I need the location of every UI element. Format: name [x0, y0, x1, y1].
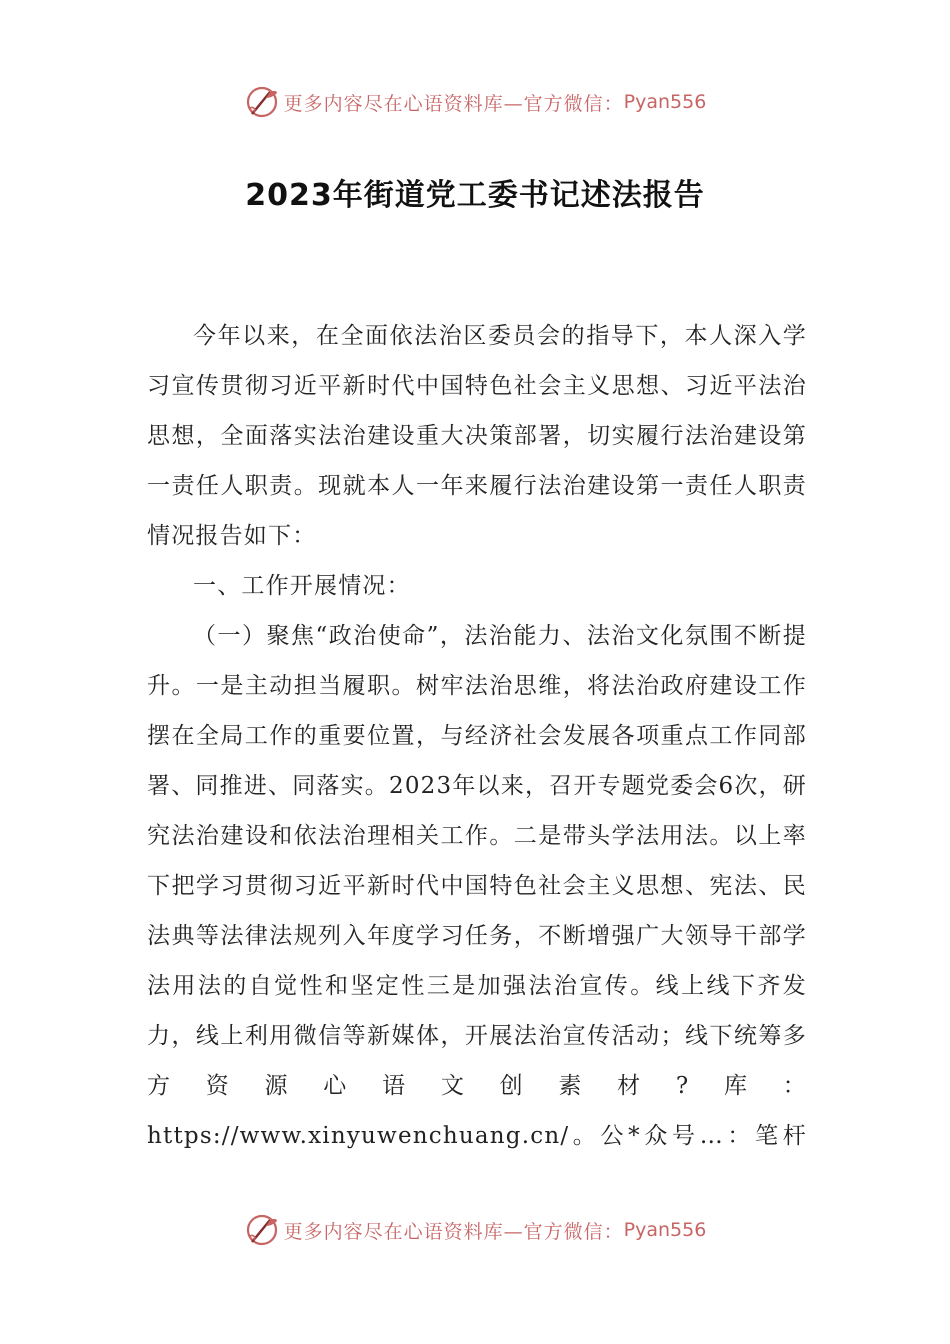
banner-text: 更多内容尽在心语资料库—官方微信：	[283, 92, 624, 115]
paragraph: （一）聚焦“政治使命”，法治能力、法治文化氛围不断提升。一是主动担当履职。树牢法治思维，将法治政府建设工作摆在全局工作的重要位置，与经济社会发展各项重点工作同部署、同推进、同落实。2023年以来，召开专题党委会6次，研究法治建设和依法治理相关工作。二是带头学法用法。以上率下把学习贯彻习近平新时代中国特色社会主义思想、宪法、民法典等法律法规列入年度学习任务，不断增强广大领导干部学法用法的自觉性和坚定性三是加强法治宣传。线上线下齐发力，线上利用微信等新媒体，开展法治宣传活动；线下统筹多方资源心语文创素材?库：https://www.xinyuwenchuang.cn/。公*众号…：笔杆	[147, 623, 807, 1149]
footer-watermark-banner	[0, 1208, 950, 1252]
header-watermark-banner	[0, 80, 950, 124]
document-title: 2023年街道党工委书记述法报告	[245, 178, 705, 213]
section-heading: 一、工作开展情况：	[193, 573, 411, 599]
quill-pen-logo-icon	[244, 1212, 280, 1248]
wechat-id: Pyan556	[623, 91, 707, 113]
banner-text: 更多内容尽在心语资料库—官方微信：	[283, 1220, 624, 1243]
paragraph: 今年以来，在全面依法治区委员会的指导下，本人深入学习宣传贯彻习近平新时代中国特色社会主义思想、习近平法治思想，全面落实法治建设重大决策部署，切实履行法治建设第一责任人职责。现就本人一年来履行法治建设第一责任人职责情况报告如下：	[147, 323, 807, 549]
document-body	[147, 311, 807, 1161]
quill-pen-logo-icon	[244, 84, 280, 120]
wechat-id: Pyan556	[623, 1219, 707, 1241]
